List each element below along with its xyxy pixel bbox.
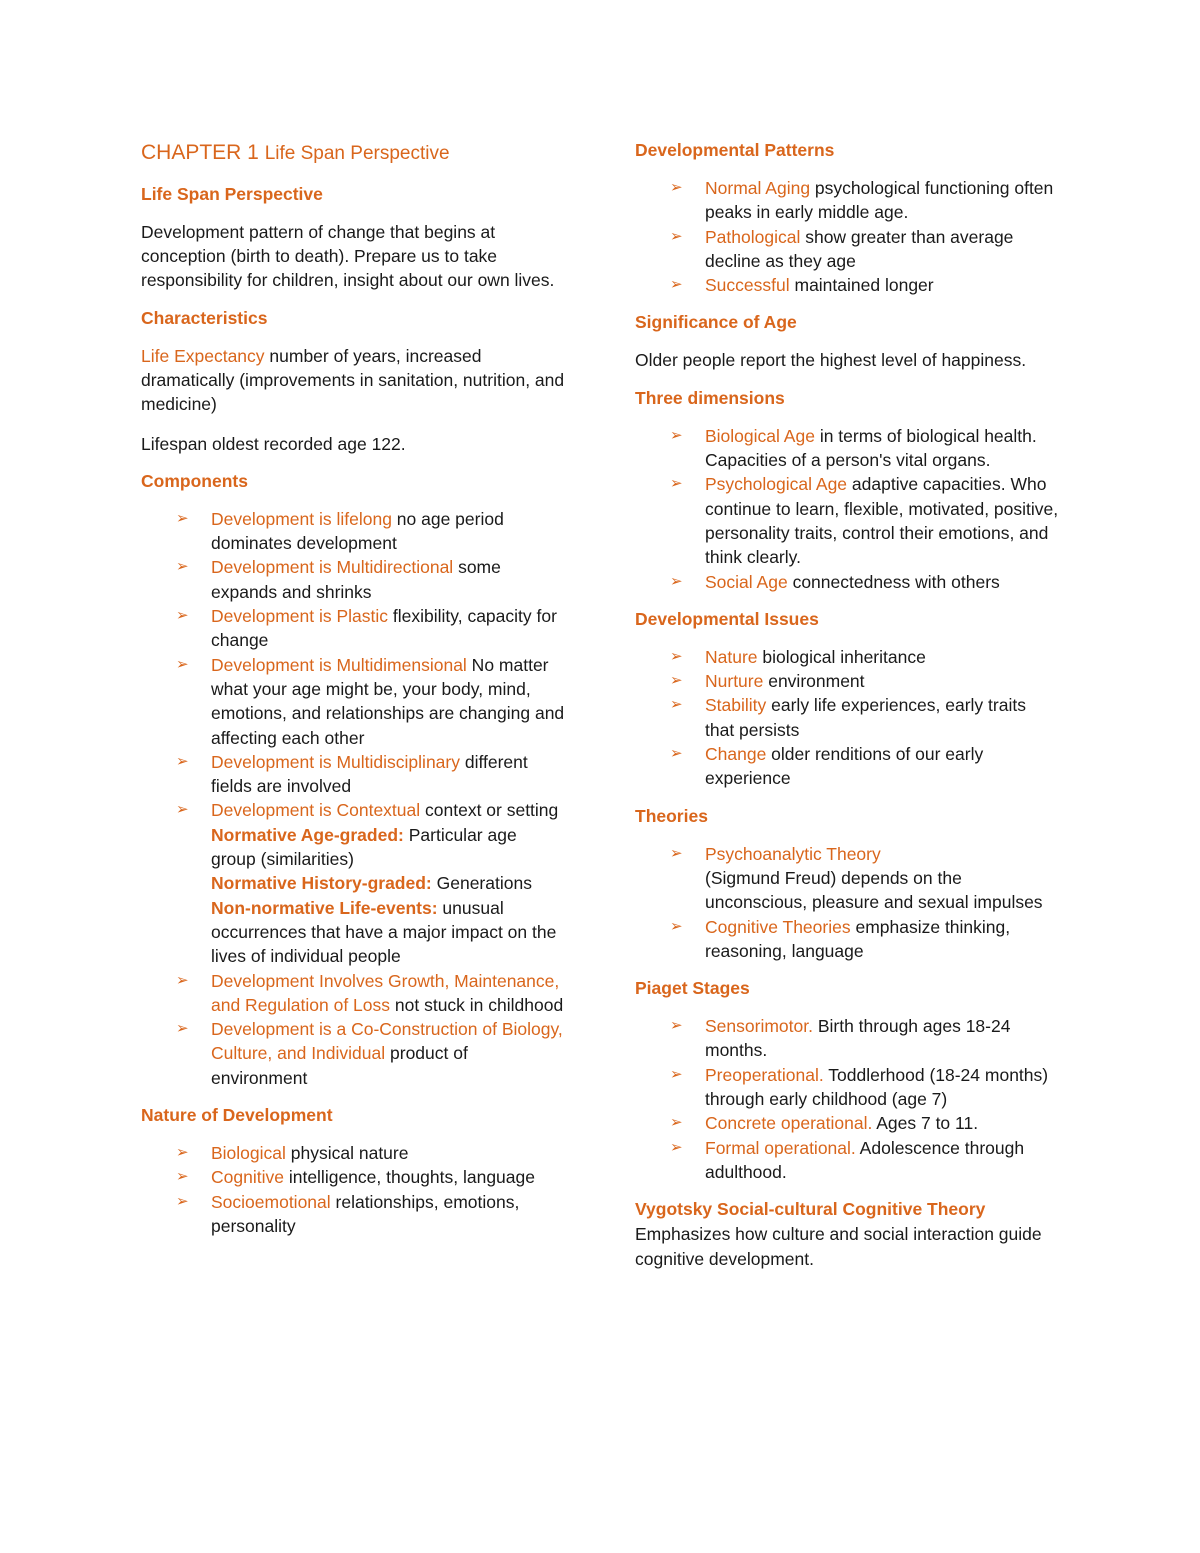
item-text: physical nature <box>285 1143 409 1163</box>
theories-list <box>635 842 1060 963</box>
sub-item-text: Particular age group (similarities) <box>211 824 517 870</box>
arrow-bullet-icon: ➢ <box>670 179 683 196</box>
arrow-bullet-icon: ➢ <box>670 844 683 862</box>
item-text: Toddlerhood (18-24 months) through early childhood (age 7) <box>705 1064 1049 1110</box>
item-text: connectedness with others <box>787 571 1000 592</box>
item-text: relationships, emotions, personality <box>211 1191 520 1236</box>
chapter-title: Life Span Perspective <box>264 143 450 164</box>
arrow-bullet-icon: ➢ <box>670 1114 683 1132</box>
item-term: Development Involves Growth, Maintenance, and Regulation of Loss <box>211 970 560 1015</box>
list-item <box>141 1017 566 1090</box>
list-item <box>141 653 566 750</box>
item-text: context or setting <box>420 800 559 821</box>
list-item <box>635 472 1060 569</box>
list-item <box>635 570 1060 594</box>
item-term: Psychoanalytic Theory <box>705 843 881 864</box>
arrow-bullet-icon: ➢ <box>670 572 683 590</box>
lifespan-paragraph: Lifespan oldest recorded age 122. <box>141 433 406 454</box>
arrow-bullet-icon: ➢ <box>670 647 683 665</box>
item-text: not stuck in childhood <box>390 994 564 1015</box>
heading-developmental-issues: Developmental Issues <box>635 608 819 629</box>
item-text: in terms of biological health. Capacities of a person's vital organs. <box>705 425 1037 471</box>
list-item <box>635 915 1060 964</box>
item-text: adaptive capacities. Who continue to learn, flexible, motivated, positive, personality traits, control their emotions, and think clearly. <box>705 474 1059 568</box>
arrow-bullet-icon: ➢ <box>176 558 189 576</box>
item-text: intelligence, thoughts, language <box>283 1167 535 1188</box>
item-text: psychological functioning often peaks in early middle age. <box>705 178 1054 223</box>
heading-significance-of-age: Significance of Age <box>635 312 797 333</box>
item-term: Pathological <box>705 226 801 247</box>
list-item <box>635 1111 1060 1135</box>
heading-components: Components <box>141 470 248 491</box>
arrow-bullet-icon: ➢ <box>670 1138 683 1156</box>
list-item <box>141 604 566 653</box>
arrow-bullet-icon: ➢ <box>176 1192 189 1210</box>
list-item <box>635 424 1060 473</box>
item-term: Normal Aging <box>705 178 811 198</box>
item-text: environment <box>763 671 865 692</box>
arrow-bullet-icon: ➢ <box>670 917 683 935</box>
issues-list <box>635 645 1060 791</box>
list-item <box>635 742 1060 791</box>
item-term: Socioemotional <box>211 1191 331 1212</box>
item-text: different fields are involved <box>211 751 528 797</box>
item-term: Biological Age <box>705 425 815 446</box>
sub-item-normative-history-graded <box>211 871 566 895</box>
list-item <box>635 645 1060 669</box>
arrow-bullet-icon: ➢ <box>670 745 683 763</box>
item-term: Preoperational. <box>705 1064 824 1085</box>
heading-theories: Theories <box>635 805 708 826</box>
list-item <box>635 1063 1060 1112</box>
list-item <box>141 750 566 799</box>
left-column <box>141 140 566 1253</box>
three-dimensions-list <box>635 424 1060 594</box>
list-item <box>635 842 1060 915</box>
significance-paragraph: Older people report the highest level of happiness. <box>635 350 1027 371</box>
item-term: Cognitive <box>211 1167 284 1188</box>
arrow-bullet-icon: ➢ <box>670 475 683 493</box>
item-term: Psychological Age <box>705 474 848 495</box>
arrow-bullet-icon: ➢ <box>176 1144 189 1161</box>
item-text: biological inheritance <box>757 646 926 667</box>
item-term: Nurture <box>705 671 764 692</box>
chapter-number: CHAPTER 1 <box>141 141 259 164</box>
list-item <box>141 1165 566 1189</box>
item-term: Sensorimotor. <box>705 1016 813 1037</box>
item-term: Successful <box>705 275 790 296</box>
item-term: Stability <box>705 695 767 716</box>
item-term: Development is Multidisciplinary <box>211 751 460 772</box>
item-text: product of environment <box>211 1043 468 1088</box>
list-item <box>635 273 1060 297</box>
arrow-bullet-icon: ➢ <box>670 672 683 690</box>
sub-item-label: Normative History-graded: <box>211 873 432 894</box>
sub-item-text: unusual occurrences that have a major impact on the lives of individual people <box>211 897 557 967</box>
sub-item-text: Generations <box>431 873 532 894</box>
heading-nature-of-development: Nature of Development <box>141 1105 333 1125</box>
item-text: (Sigmund Freud) depends on the unconscious, pleasure and sexual impulses <box>705 867 1043 913</box>
item-term: Change <box>705 744 767 765</box>
item-term: Social Age <box>705 571 788 592</box>
list-item <box>635 1136 1060 1185</box>
right-column <box>635 140 1060 1286</box>
arrow-bullet-icon: ➢ <box>176 1168 189 1186</box>
chapter-heading <box>141 140 566 166</box>
sub-item-label: Non-normative Life-events: <box>211 897 438 918</box>
item-text: Adolescence through adulthood. <box>705 1137 1025 1182</box>
components-list <box>141 507 566 1090</box>
item-term: Development is Multidimensional <box>211 654 467 675</box>
list-item <box>141 555 566 604</box>
arrow-bullet-icon: ➢ <box>176 509 189 527</box>
sub-item-non-normative-life-events <box>211 896 566 969</box>
list-item <box>635 176 1060 225</box>
piaget-list <box>635 1014 1060 1184</box>
life-expectancy-term: Life Expectancy <box>141 345 265 366</box>
vygotsky-paragraph: Emphasizes how culture and social interaction guide cognitive development. <box>635 1224 1042 1269</box>
life-expectancy-text: number of years, increased dramatically (improvements in sanitation, nutrition, and medicine) <box>141 345 565 415</box>
arrow-bullet-icon: ➢ <box>176 655 189 673</box>
item-text: early life experiences, early traits that persists <box>705 695 1026 740</box>
item-text: some expands and shrinks <box>211 557 501 602</box>
item-term: Development is lifelong <box>211 508 392 529</box>
arrow-bullet-icon: ➢ <box>176 1020 189 1038</box>
item-text: No matter what your age might be, your body, mind, emotions, and relationships are changing and affecting each other <box>211 654 565 748</box>
item-text: maintained longer <box>789 275 934 296</box>
arrow-bullet-icon: ➢ <box>176 971 189 989</box>
sub-item-label: Normative Age-graded: <box>211 824 404 845</box>
list-item <box>635 1014 1060 1063</box>
heading-vygotsky: Vygotsky Social-cultural Cognitive Theory <box>635 1199 986 1220</box>
life-expectancy-paragraph <box>141 344 566 417</box>
item-text: flexibility, capacity for change <box>211 606 557 651</box>
list-item <box>141 1190 566 1239</box>
arrow-bullet-icon: ➢ <box>670 276 683 294</box>
arrow-bullet-icon: ➢ <box>670 1017 683 1035</box>
arrow-bullet-icon: ➢ <box>670 227 683 245</box>
item-text: older renditions of our early experience <box>705 744 984 789</box>
arrow-bullet-icon: ➢ <box>670 426 683 444</box>
item-term: Development is Multidirectional <box>211 557 454 578</box>
item-term: Biological <box>211 1143 286 1163</box>
sub-item-normative-age-graded <box>211 823 566 872</box>
item-text: no age period dominates development <box>211 508 504 554</box>
item-term: Cognitive Theories <box>705 916 851 937</box>
item-term: Concrete operational. <box>705 1113 873 1134</box>
list-item <box>141 798 566 968</box>
heading-piaget-stages: Piaget Stages <box>635 978 750 999</box>
list-item <box>141 969 566 1018</box>
item-term: Development is Contextual <box>211 800 421 821</box>
arrow-bullet-icon: ➢ <box>670 696 683 714</box>
arrow-bullet-icon: ➢ <box>670 1065 683 1083</box>
life-span-paragraph: Development pattern of change that begins at conception (birth to death). Prepare us to take responsibility for children, insight about our own lives. <box>141 221 555 291</box>
item-text: emphasize thinking, reasoning, language <box>705 916 1011 961</box>
nature-list <box>141 1141 566 1238</box>
heading-developmental-patterns: Developmental Patterns <box>635 140 835 160</box>
heading-life-span-perspective: Life Span Perspective <box>141 183 323 204</box>
item-term: Development is a Co-Construction of Biology, Culture, and Individual <box>211 1019 563 1064</box>
list-item <box>635 693 1060 742</box>
list-item <box>141 1141 566 1165</box>
arrow-bullet-icon: ➢ <box>176 801 189 819</box>
item-term: Development is Plastic <box>211 606 389 627</box>
item-text: Ages 7 to 11. <box>872 1113 979 1134</box>
item-term: Nature <box>705 646 758 667</box>
item-term: Formal operational. <box>705 1137 856 1158</box>
arrow-bullet-icon: ➢ <box>176 607 189 625</box>
item-text: Birth through ages 18-24 months. <box>705 1016 1011 1061</box>
item-text: show greater than average decline as they age <box>705 226 1014 271</box>
list-item <box>635 669 1060 693</box>
list-item <box>141 507 566 556</box>
heading-three-dimensions: Three dimensions <box>635 387 785 408</box>
heading-characteristics: Characteristics <box>141 307 268 328</box>
arrow-bullet-icon: ➢ <box>176 752 189 770</box>
patterns-list <box>635 176 1060 297</box>
list-item <box>635 225 1060 274</box>
